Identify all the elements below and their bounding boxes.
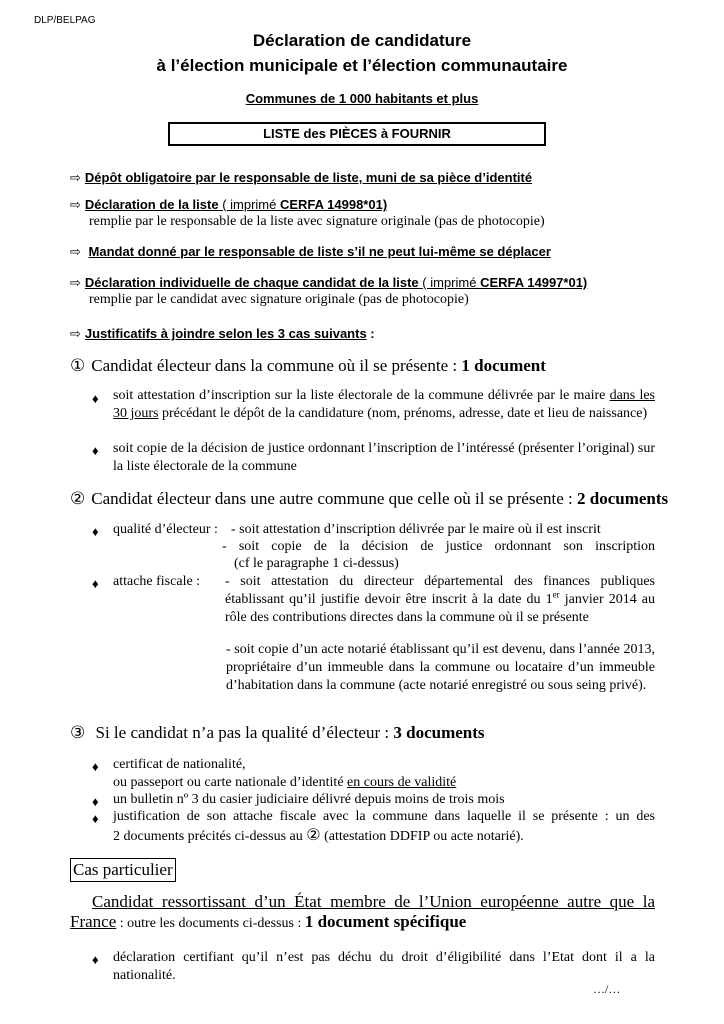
bullet-text: 2 documents précités ci-dessus au [113,829,307,844]
bullet-icon: ♦ [92,811,99,826]
qualite-line-3: (cf le paragraphe 1 ci-dessus) [234,556,399,571]
requirement-text: Mandat donné par le responsable de liste s’il ne peut lui-même se déplacer [88,244,551,259]
attache-text: - soit attestation du directeur départemental des finances publiques établissant qu’il justifie devoir être inscrit à la date du 1 [225,574,655,607]
case-3-bullet-3-line-1: justification de son attache fiscale avec la commune dans laquelle il se présente : un des [113,809,655,824]
document-count: 1 document [461,356,546,375]
attache-option-2: - soit copie d’un acte notarié établissant qu’il est devenu, dans l’année 2013, propriétaire d’un immeuble dans la commune ou locataire d’un immeuble d’habitation dans la commune (acte notarié enregistré ou sous seing privé). [226,642,655,693]
circled-one-icon: ① [70,356,86,375]
document-count: 3 documents [393,723,485,742]
form-prefix: ( imprimé [218,197,280,212]
form-prefix: ( imprimé [418,275,481,290]
bullet-text-underlined: dans les 30 jours [113,388,655,421]
cas-particulier-line-1 [70,892,655,912]
case-1-bullet-1 [113,387,655,423]
form-number: CERFA 14998*01) [279,197,388,212]
requirement-label: Déclaration de la liste [84,197,219,212]
document-count: 2 documents [576,489,669,508]
requirement-text: Justificatifs à joindre selon les 3 cas suivants [84,326,367,341]
form-number: CERFA 14997*01) [480,275,588,290]
cas-particulier-text: Candidat ressortissant d’un État membre de l’Union européenne autre que la [92,892,655,911]
case-1-heading [70,356,546,376]
case-1-bullet-2: soit copie de la décision de justice ordonnant l’inscription de l’intéressé (présenter l’original) sur la liste électorale de la commune [113,441,655,474]
case-2-heading [70,489,668,509]
requirement-suffix: : [366,326,375,341]
requirement-note: remplie par le candidat avec signature originale (pas de photocopie) [89,292,469,307]
requirement-label: Déclaration individuelle de chaque candidat de la liste [84,275,419,290]
arrow-right-icon: ⇨ [70,244,81,259]
bullet-text: certificat de nationalité, [113,757,246,772]
attache-label: attache fiscale : [113,574,201,589]
circled-two-icon: ② [70,489,86,508]
bullet-icon: ♦ [92,759,99,774]
bullet-icon: ♦ [92,391,99,406]
requirement-declaration-liste [70,197,387,213]
bullet-icon: ♦ [92,576,99,591]
requirement-mandat [70,244,551,260]
superscript: er [552,589,560,600]
qualite-line-2: - soit copie de la décision de justice ordonnant son inscription [222,539,655,554]
requirement-declaration-individuelle [70,275,587,291]
page-title: Déclaration de candidature [252,31,472,50]
requirement-justificatifs [70,326,375,342]
case-3-heading [70,723,485,743]
list-box-heading: LISTE des PIÈCES à FOURNIR [168,122,546,146]
qualite-label: qualité d’électeur : [113,522,218,537]
case-3-bullet-3-line-2 [113,827,524,846]
case-heading-text: Candidat électeur dans la commune où il se présente : [91,356,462,375]
circled-two-icon: ② [306,827,321,844]
cas-particulier-country: France [70,912,117,931]
case-heading-text: Si le candidat n’a pas la qualité d’électeur : [91,723,394,742]
bullet-icon: ♦ [92,794,99,809]
case-heading-text: Candidat électeur dans une autre commune que celle où il se présente : [91,489,577,508]
arrow-right-icon: ⇨ [70,326,81,341]
bullet-icon: ♦ [92,443,99,458]
requirement-text: Dépôt obligatoire par le responsable de liste, muni de sa pièce d’identité [84,170,533,185]
cas-particulier-bullet: déclaration certifiant qu’il n’est pas déchu du droit d’éligibilité dans l’Etat dont il a la nationalité. [113,950,655,983]
document-reference: DLP/BELPAG [34,15,96,26]
qualite-line-1: - soit attestation d’inscription délivrée par le maire où il est inscrit [231,522,601,537]
page-continuation: …/… [593,982,621,996]
document-count: 1 document spécifique [304,912,467,931]
cas-particulier-line-2 [70,912,466,932]
requirement-note: remplie par le responsable de la liste avec signature originale (pas de photocopie) [89,214,545,229]
page-title-line2: à l’élection municipale et l’élection communautaire [156,56,568,75]
bullet-text: précédant le dépôt de la candidature (nom, prénoms, adresse, date et lieu de naissance) [158,406,648,421]
arrow-right-icon: ⇨ [70,275,81,290]
cas-particulier-text: : outre les documents ci-dessus : [116,916,305,931]
bullet-text: (attestation DDFIP ou acte notarié). [320,829,524,844]
attache-text: janvier 2014 au rôle des contributions directes dans la commune où il se présente [225,592,655,625]
requirement-depot [70,170,532,186]
case-3-bullet-2: un bulletin nº 3 du casier judiciaire délivré depuis moins de trois mois [113,792,505,807]
cas-particulier-box: Cas particulier [70,858,176,882]
bullet-text: ou passeport ou carte nationale d’identité [113,775,348,790]
bullet-text: soit attestation d’inscription sur la liste électorale de la commune délivrée par le maire [113,388,610,403]
bullet-text-line [113,774,456,792]
bullet-icon: ♦ [92,524,99,539]
bullet-text-underlined: en cours de validité [347,775,457,790]
case-3-bullet-1 [113,756,456,792]
attache-option-1 [225,573,655,627]
arrow-right-icon: ⇨ [70,170,81,185]
circled-three-icon: ③ [70,723,86,742]
bullet-icon: ♦ [92,952,99,967]
page-subtitle: Communes de 1 000 habitants et plus [245,91,479,106]
arrow-right-icon: ⇨ [70,197,81,212]
